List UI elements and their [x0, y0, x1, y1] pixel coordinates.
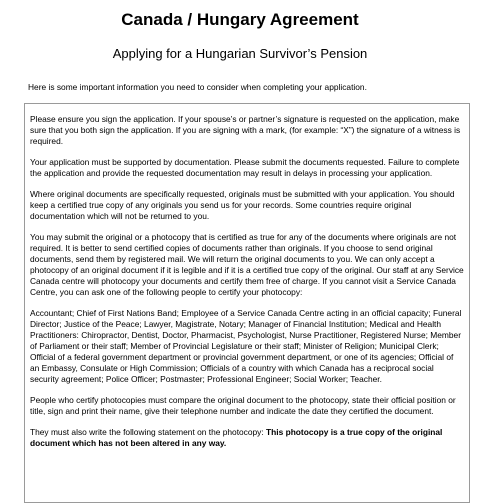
statement-lead-text: They must also write the following statement on the photocopy: [30, 427, 267, 438]
certification-requirements-paragraph: People who certify photocopies must compare the original document to the photocopy, state their official position or title, sign and print their name, give their telephone number and indicate the date they certified the document. [30, 394, 456, 416]
info-content [30, 114, 464, 459]
statement-bold-text: This photocopy is a true copy of the original document which has not been altered in any way. [30, 427, 443, 449]
documentation-paragraph: Your application must be supported by documentation. Please submit the documents requested. Failure to complete the application and provide the requested documentation may result in delays in processing your application. [30, 157, 460, 179]
document-title: Canada / Hungary Agreement [121, 10, 359, 29]
originals-paragraph: Where original documents are specifically requested, originals must be submitted with your application. You should keep a certified true copy of any originals you send us for your records. Some countries require original documentation which will not be returned to you. [30, 189, 455, 222]
certifiers-list-paragraph: Accountant; Chief of First Nations Band; Employee of a Service Canada Centre acting in an official capacity; Funeral Director; Justice of the Peace; Lawyer, Magistrate, Notary; Manager of Financial Institution; Medical and Health Practitioners: Chiropractor, Dentist, Doctor, Pharmacist, Psychologist, Nurse Practitioner, Registered Nurse; Member of Parliament or their staff; Member of Provincial Legislature or their staff; Minister of Religion; Municipal Clerk; Official of a federal government department or provincial government department, or one of its agencies; Official of an Embassy, Consulate or High Commission; Officials of a country with which Canada has a reciprocal social security agreement; Police Officer; Postmaster; Professional Engineer; Social Worker; Teacher. [30, 308, 462, 384]
photocopy-paragraph: You may submit the original or a photocopy that is certified as true for any of the documents where originals are not required. It is better to send certified copies of documents rather than originals. If you choose to send original documents, send them by registered mail. We will return the original documents to you. We can only accept a photocopy of an original document if it is legible and if it is a certified true copy of the original. Our staff at any Service Canada centre will photocopy your documents and certify them free of charge. If you cannot visit a Service Canada Centre, you can ask one of the following people to certify your photocopy: [30, 232, 464, 297]
statement-paragraph [30, 427, 464, 449]
document-subtitle: Applying for a Hungarian Survivor’s Pension [112, 46, 368, 61]
intro-text: Here is some important information you need to consider when completing your application. [28, 82, 367, 92]
signature-paragraph: Please ensure you sign the application. If your spouse’s or partner’s signature is requested on the application, make sure that you both sign the application. If you are signing with a mark, (for example: “X”) the signature of a witness is required. [30, 114, 461, 146]
